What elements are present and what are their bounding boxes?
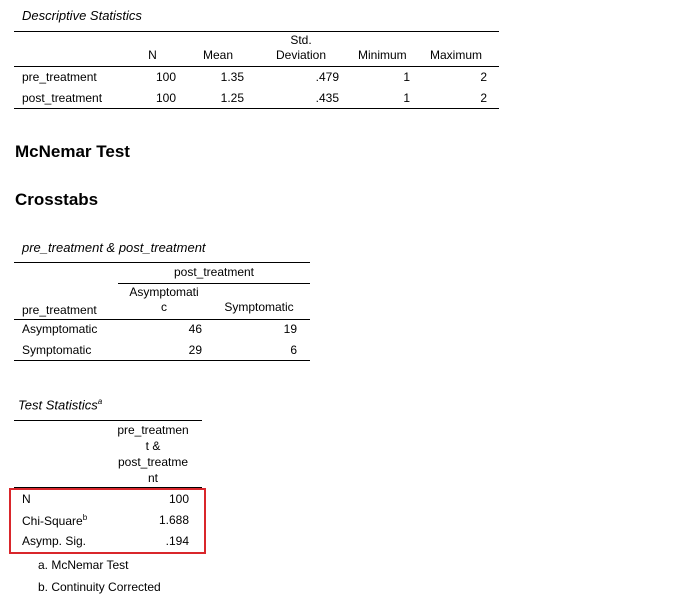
test-stats-title [18, 397, 102, 412]
desc-cell-mean: 1.35 [220, 70, 244, 84]
crosstab-header-rule [14, 319, 310, 320]
test-stats-row-label: Asymp. Sig. [22, 534, 87, 548]
desc-cell-std: .479 [315, 70, 339, 84]
crosstab-col2: Symptomatic [224, 300, 294, 314]
crosstab-row-label: Asymptomatic [22, 322, 98, 336]
crosstab-group-rule [118, 283, 310, 284]
crosstab-cell: 46 [188, 322, 202, 336]
crosstab-row-label: Symptomatic [22, 343, 92, 357]
desc-cell-n: 100 [155, 91, 176, 105]
desc-row-label: pre_treatment [22, 70, 97, 84]
desc-header-std-2: Deviation [275, 48, 327, 62]
desc-cell-mean: 1.25 [220, 91, 244, 105]
crosstabs-heading: Crosstabs [15, 190, 99, 209]
crosstab-col-group: post_treatment [173, 265, 255, 279]
desc-cell-min: 1 [403, 70, 410, 84]
test-stats-value: 1.688 [158, 513, 189, 527]
desc-cell-std: .435 [315, 91, 339, 105]
test-stats-title-sup: a [97, 397, 103, 406]
test-stats-title-text: Test Statistics [18, 397, 98, 413]
descriptive-header-rule [14, 66, 499, 67]
descriptive-bottom-rule [14, 108, 499, 109]
test-stats-row-label: N [22, 492, 31, 506]
crosstab-col1-1: Asymptomati [129, 285, 199, 299]
footnote: b. Continuity Corrected [38, 580, 161, 594]
test-stats-top-rule [14, 420, 202, 421]
test-stats-value: .194 [165, 534, 189, 548]
crosstab-col1-2: c [161, 300, 167, 314]
crosstab-top-rule [14, 262, 310, 263]
crosstab-row-var: pre_treatment [22, 303, 97, 317]
desc-header-max: Maximum [430, 48, 483, 62]
desc-header-min: Minimum [358, 48, 407, 62]
test-stats-col-1: pre_treatmen [117, 423, 189, 437]
highlight-box [9, 488, 206, 554]
desc-header-std-1: Std. [290, 33, 312, 47]
test-stats-col-3: post_treatme [117, 455, 189, 469]
desc-cell-max: 2 [480, 91, 487, 105]
test-stats-row-label-text: Chi-Square [22, 514, 83, 528]
descriptive-stats-title: Descriptive Statistics [22, 8, 142, 23]
footnote: a. McNemar Test [38, 558, 129, 572]
mcnemar-heading: McNemar Test [15, 142, 130, 161]
crosstab-title: pre_treatment & post_treatment [22, 240, 206, 255]
descriptive-top-rule [14, 31, 499, 32]
crosstab-cell: 19 [283, 322, 297, 336]
desc-header-n: N [148, 48, 157, 62]
desc-header-mean: Mean [203, 48, 234, 62]
desc-row-label: post_treatment [22, 91, 103, 105]
desc-cell-min: 1 [403, 91, 410, 105]
test-stats-value: 100 [168, 492, 189, 506]
test-stats-col-2: t & [145, 439, 161, 453]
desc-cell-n: 100 [155, 70, 176, 84]
test-stats-row-sup: b [82, 513, 88, 522]
crosstab-cell: 6 [290, 343, 297, 357]
crosstab-cell: 29 [188, 343, 202, 357]
desc-cell-max: 2 [480, 70, 487, 84]
test-stats-col-4: nt [147, 471, 158, 485]
crosstab-bottom-rule [14, 360, 310, 361]
